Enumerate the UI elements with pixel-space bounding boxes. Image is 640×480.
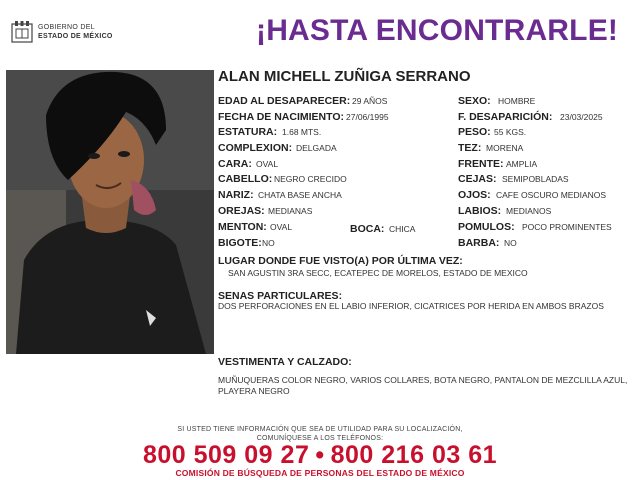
commission-footer: COMISIÓN DE BÚSQUEDA DE PERSONAS DEL ESTADO DE MÉXICO (175, 468, 465, 478)
beard-label: BARBA: (458, 237, 500, 249)
face-label: CARA: (218, 158, 252, 170)
logo-line-1: GOBIERNO DEL (38, 24, 95, 31)
contact-instructions-line-1: SI USTED TIENE INFORMACIÓN QUE SEA DE UTILIDAD PARA SU LOCALIZACIÓN, (177, 426, 463, 433)
phone-separator: • (315, 441, 325, 469)
ears-label: OREJAS: (218, 205, 265, 217)
hair-value: NEGRO CRECIDO (274, 174, 347, 184)
mouth-label: BOCA: (350, 223, 385, 235)
distinguishing-marks-value: DOS PERFORACIONES EN EL LABIO INFERIOR, CICATRICES POR HERIDA EN AMBOS BRAZOS (218, 301, 604, 311)
cheekbones-label: POMULOS: (458, 221, 515, 233)
forehead-label: FRENTE: (458, 158, 504, 170)
distinguishing-marks-label: SENAS PARTICULARES: (218, 290, 343, 302)
clothing-value: MUÑUQUERAS COLOR NEGRO, VARIOS COLLARES, BOTA NEGRO, PANTALON DE MEZCLILLA AZUL, PLAYERA NEGRO (218, 375, 628, 396)
height-label: ESTATURA: (218, 126, 278, 138)
headline: ¡HASTA ENCONTRARLE! (256, 14, 619, 47)
logo-line-2: ESTADO DE MÉXICO (38, 33, 113, 40)
disappearance-date-label: F. DESAPARICIÓN: (458, 111, 553, 123)
sex-value: HOMBRE (498, 96, 536, 106)
phone-number-2[interactable]: 800 216 03 61 (330, 441, 498, 469)
clothing-label: VESTIMENTA Y CALZADO: (218, 356, 352, 368)
chin-value: OVAL (270, 222, 293, 232)
government-logo (10, 20, 120, 46)
skin-value: MORENA (486, 143, 524, 153)
eyes-value: CAFE OSCURO MEDIANOS (496, 190, 607, 200)
last-seen-value: SAN AGUSTIN 3RA SECC, ECATEPEC DE MORELOS, ESTADO DE MEXICO (228, 268, 528, 278)
weight-label: PESO: (458, 126, 491, 138)
phone-number-1[interactable]: 800 509 09 27 (142, 441, 310, 469)
last-seen-label: LUGAR DONDE FUE VISTO(A) POR ÚLTIMA VEZ: (218, 255, 463, 267)
phone-numbers (108, 441, 532, 470)
mustache-value: NO (262, 238, 275, 248)
mouth-value: CHICA (389, 224, 416, 234)
height-value: 1.68 MTS. (282, 127, 322, 137)
person-name: ALAN MICHELL ZUÑIGA SERRANO (218, 68, 471, 85)
birthdate-value: 27/06/1995 (346, 112, 389, 122)
lips-label: LABIOS: (458, 205, 502, 217)
nose-value: CHATA BASE ANCHA (258, 190, 342, 200)
birthdate-label: FECHA DE NACIMIENTO: (218, 111, 344, 123)
eyes-label: OJOS: (458, 189, 491, 201)
eyebrows-label: CEJAS: (458, 173, 497, 185)
chin-label: MENTON: (218, 221, 267, 233)
face-value: OVAL (256, 159, 279, 169)
sex-label: SEXO: (458, 95, 491, 107)
build-value: DELGADA (296, 143, 337, 153)
age-value: 29 AÑOS (352, 96, 388, 106)
skin-label: TEZ: (458, 142, 482, 154)
beard-value: NO (504, 238, 517, 248)
build-label: COMPLEXION: (218, 142, 293, 154)
missing-person-photo (6, 70, 214, 354)
weight-value: 55 KGS. (494, 127, 527, 137)
lips-value: MEDIANOS (506, 206, 552, 216)
nose-label: NARIZ: (218, 189, 254, 201)
eyebrows-value: SEMIPOBLADAS (502, 174, 569, 184)
age-label: EDAD AL DESAPARECER: (218, 95, 351, 107)
contact-instructions-line-2: COMUNÍQUESE A LOS TELÉFONOS: (256, 435, 384, 442)
cheekbones-value: POCO PROMINENTES (522, 222, 612, 232)
forehead-value: AMPLIA (506, 159, 538, 169)
portrait-image (6, 70, 214, 354)
mustache-label: BIGOTE: (218, 237, 262, 249)
state-seal-icon (10, 20, 34, 44)
hair-label: CABELLO: (218, 173, 273, 185)
ears-value: MEDIANAS (268, 206, 313, 216)
disappearance-date-value: 23/03/2025 (560, 112, 603, 122)
